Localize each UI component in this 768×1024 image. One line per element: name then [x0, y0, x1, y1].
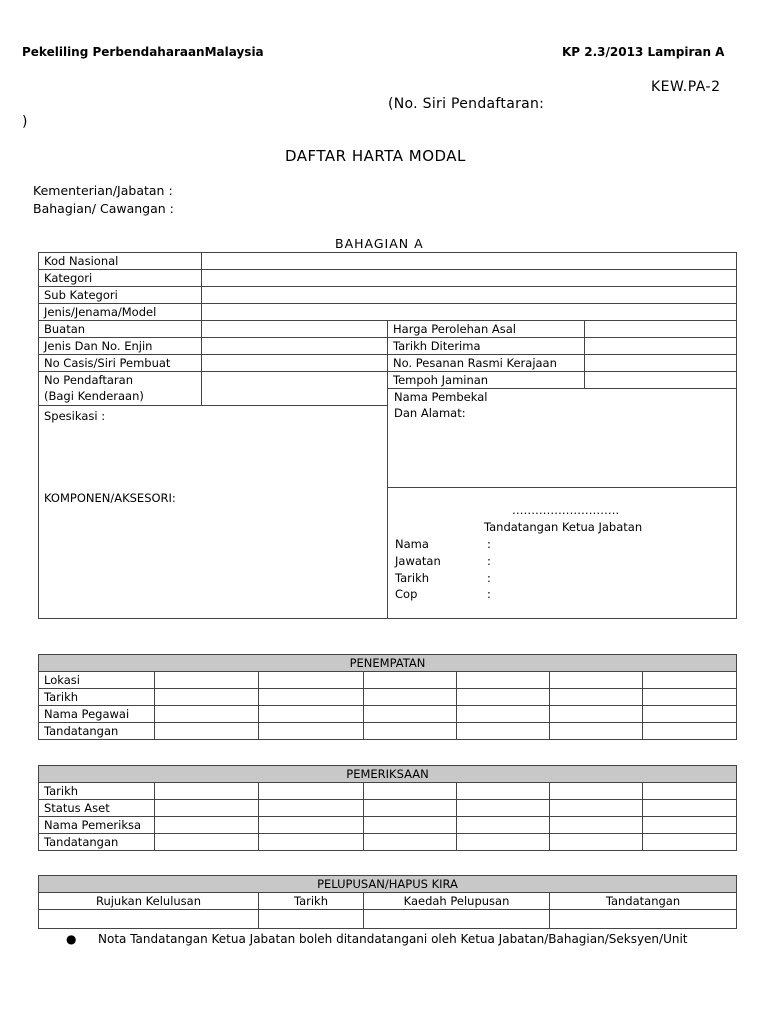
pemeriksaan-cell[interactable] — [259, 834, 364, 851]
pesanan-field[interactable] — [585, 355, 737, 372]
pelupusan-table — [38, 875, 737, 929]
pemeriksaan-cell[interactable] — [259, 800, 364, 817]
sig-jawatan-row — [395, 553, 491, 569]
penempatan-cell[interactable] — [259, 672, 364, 689]
pemeriksaan-cell[interactable] — [155, 800, 259, 817]
buatan-field[interactable] — [202, 321, 388, 338]
sig-tarikh-colon: : — [487, 571, 491, 585]
penempatan-cell[interactable] — [155, 706, 259, 723]
pemeriksaan-cell[interactable] — [643, 800, 737, 817]
jenis-label: Jenis/Jenama/Model — [39, 304, 202, 321]
sig-nama-row — [395, 536, 491, 552]
pemeriksaan-cell[interactable] — [364, 800, 457, 817]
penempatan-cell[interactable] — [550, 672, 643, 689]
pemeriksaan-row-label: Tarikh — [39, 783, 155, 800]
pelupusan-cell[interactable] — [364, 910, 550, 929]
enjin-field[interactable] — [202, 338, 388, 355]
sig-nama-colon: : — [487, 537, 491, 551]
harga-label: Harga Perolehan Asal — [388, 321, 585, 338]
registration-serial-close: ) — [22, 114, 28, 130]
pelupusan-col-tarikh: Tarikh — [259, 893, 364, 910]
harga-field[interactable] — [585, 321, 737, 338]
pendaftaran-field[interactable] — [202, 372, 388, 406]
penempatan-cell[interactable] — [155, 723, 259, 740]
komponen-label: KOMPONEN/AKSESORI: — [44, 491, 176, 505]
pemeriksaan-cell[interactable] — [550, 817, 643, 834]
sig-nama-label: Nama — [395, 537, 429, 551]
pemeriksaan-cell[interactable] — [259, 783, 364, 800]
casis-label: No Casis/Siri Pembuat — [39, 355, 202, 372]
penempatan-row-label: Tandatangan — [39, 723, 155, 740]
pemeriksaan-cell[interactable] — [364, 783, 457, 800]
penempatan-cell[interactable] — [550, 723, 643, 740]
pemeriksaan-cell[interactable] — [643, 834, 737, 851]
pemeriksaan-cell[interactable] — [155, 817, 259, 834]
penempatan-cell[interactable] — [259, 706, 364, 723]
penempatan-cell[interactable] — [457, 723, 550, 740]
pemeriksaan-cell[interactable] — [364, 834, 457, 851]
ministry-field: Kementerian/Jabatan : — [33, 183, 173, 198]
pemeriksaan-cell[interactable] — [457, 834, 550, 851]
penempatan-cell[interactable] — [155, 672, 259, 689]
ketua-jabatan-signature-block[interactable] — [388, 488, 737, 619]
penempatan-cell[interactable] — [643, 723, 737, 740]
penempatan-row-label: Lokasi — [39, 672, 155, 689]
pesanan-label: No. Pesanan Rasmi Kerajaan — [388, 355, 585, 372]
penempatan-cell[interactable] — [643, 689, 737, 706]
pelupusan-col-kaedah: Kaedah Pelupusan — [364, 893, 550, 910]
sub-kategori-field[interactable] — [202, 287, 737, 304]
pemeriksaan-cell[interactable] — [155, 783, 259, 800]
penempatan-cell[interactable] — [457, 689, 550, 706]
pelupusan-cell[interactable] — [550, 910, 737, 929]
pelupusan-col-tandatangan: Tandatangan — [550, 893, 737, 910]
pemeriksaan-cell[interactable] — [550, 800, 643, 817]
penempatan-cell[interactable] — [457, 706, 550, 723]
sig-tarikh-label: Tarikh — [395, 571, 430, 585]
form-code: KEW.PA-2 — [651, 79, 721, 95]
buatan-label: Buatan — [39, 321, 202, 338]
pelupusan-cell[interactable] — [259, 910, 364, 929]
division-field: Bahagian/ Cawangan : — [33, 201, 174, 216]
spesikasi-komponen-field[interactable] — [39, 406, 388, 619]
pemeriksaan-cell[interactable] — [457, 817, 550, 834]
penempatan-cell[interactable] — [259, 689, 364, 706]
pendaftaran-label — [39, 372, 202, 406]
registration-serial-label: (No. Siri Pendaftaran: — [388, 96, 545, 112]
section-a-heading: BAHAGIAN A — [335, 236, 424, 251]
jenis-field[interactable] — [202, 304, 737, 321]
pelupusan-heading: PELUPUSAN/HAPUS KIRA — [39, 876, 737, 893]
signature-caption: Tandatangan Ketua Jabatan — [484, 520, 643, 534]
pemeriksaan-cell[interactable] — [457, 800, 550, 817]
kategori-field[interactable] — [202, 270, 737, 287]
kod-nasional-field[interactable] — [202, 253, 737, 270]
circular-reference: Pekeliling PerbendaharaanMalaysia — [22, 45, 264, 59]
page-title: DAFTAR HARTA MODAL — [285, 147, 466, 165]
pemeriksaan-cell[interactable] — [550, 783, 643, 800]
pemeriksaan-row-label: Nama Pemeriksa — [39, 817, 155, 834]
pendaftaran-label-line2: (Bagi Kenderaan) — [44, 389, 144, 403]
penempatan-cell[interactable] — [364, 706, 457, 723]
pelupusan-col-rujukan: Rujukan Kelulusan — [39, 893, 259, 910]
pemeriksaan-row-label: Status Aset — [39, 800, 155, 817]
pendaftaran-label-line1: No Pendaftaran — [44, 373, 133, 387]
sig-cop-colon: : — [487, 587, 491, 601]
pemeriksaan-cell[interactable] — [550, 834, 643, 851]
bullet-icon: ● — [66, 932, 77, 946]
pemeriksaan-row-label: Tandatangan — [39, 834, 155, 851]
penempatan-cell[interactable] — [550, 689, 643, 706]
pembekal-label-line2: Dan Alamat: — [394, 406, 466, 420]
casis-field[interactable] — [202, 355, 388, 372]
pemeriksaan-cell[interactable] — [643, 783, 737, 800]
pemeriksaan-cell[interactable] — [457, 783, 550, 800]
penempatan-cell[interactable] — [550, 706, 643, 723]
tarikh-diterima-field[interactable] — [585, 338, 737, 355]
sig-cop-label: Cop — [395, 587, 418, 601]
sig-jawatan-colon: : — [487, 554, 491, 568]
sub-kategori-label: Sub Kategori — [39, 287, 202, 304]
penempatan-row-label: Tarikh — [39, 689, 155, 706]
jaminan-field[interactable] — [585, 372, 737, 389]
penempatan-heading: PENEMPATAN — [39, 655, 737, 672]
pemeriksaan-cell[interactable] — [155, 834, 259, 851]
pemeriksaan-table — [38, 765, 737, 851]
penempatan-cell[interactable] — [364, 689, 457, 706]
spesikasi-label: Spesikasi : — [44, 409, 106, 423]
penempatan-cell[interactable] — [643, 672, 737, 689]
pemeriksaan-cell[interactable] — [643, 817, 737, 834]
penempatan-cell[interactable] — [643, 706, 737, 723]
enjin-label: Jenis Dan No. Enjin — [39, 338, 202, 355]
penempatan-cell[interactable] — [364, 672, 457, 689]
sig-tarikh-row — [395, 570, 491, 586]
tarikh-diterima-label: Tarikh Diterima — [388, 338, 585, 355]
kod-nasional-label: Kod Nasional — [39, 253, 202, 270]
pemeriksaan-cell[interactable] — [364, 817, 457, 834]
jaminan-label: Tempoh Jaminan — [388, 372, 585, 389]
pembekal-label-line1: Nama Pembekal — [394, 390, 488, 404]
pemeriksaan-cell[interactable] — [259, 817, 364, 834]
sig-jawatan-label: Jawatan — [395, 554, 441, 568]
note-text: Nota Tandatangan Ketua Jabatan boleh ditandatangani oleh Ketua Jabatan/Bahagian/Seksyen/Unit — [98, 932, 688, 946]
penempatan-table — [38, 654, 737, 740]
penempatan-cell[interactable] — [155, 689, 259, 706]
section-a-table — [38, 252, 737, 619]
penempatan-cell[interactable] — [364, 723, 457, 740]
appendix-reference: KP 2.3/2013 Lampiran A — [562, 45, 725, 59]
penempatan-cell[interactable] — [457, 672, 550, 689]
pelupusan-cell[interactable] — [39, 910, 259, 929]
pemeriksaan-heading: PEMERIKSAAN — [39, 766, 737, 783]
kategori-label: Kategori — [39, 270, 202, 287]
sig-cop-row — [395, 586, 491, 602]
penempatan-cell[interactable] — [259, 723, 364, 740]
pembekal-field[interactable] — [388, 389, 737, 488]
penempatan-row-label: Nama Pegawai — [39, 706, 155, 723]
signature-dots: ………………………. — [512, 503, 620, 517]
